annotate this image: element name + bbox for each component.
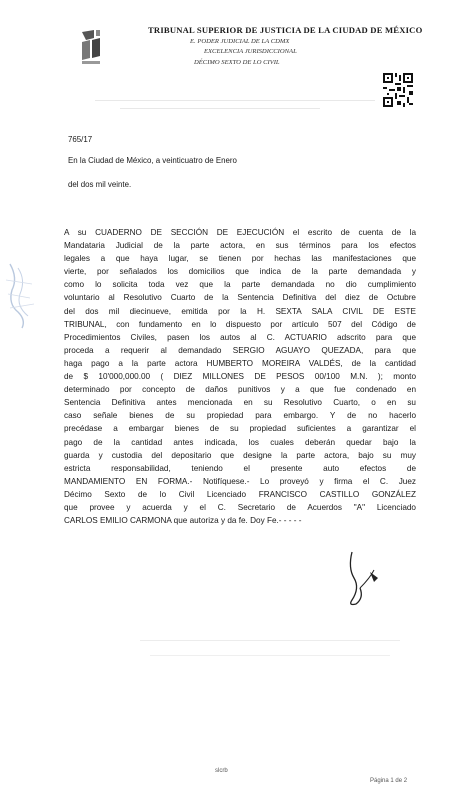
place-date-line-1: En la Ciudad de México, a veinticuatro de Enero [68, 156, 237, 165]
body-line: Décimo Sexto de lo Civil Licenciado FRANCISCO CASTILLO GONZÁLEZ [64, 489, 416, 499]
body-line: guarda y custodia del depositario que designe la parte actora, bajo su muy [64, 450, 416, 460]
body-line: como lo solicita toda vez que la parte demandada no dio cumplimiento [64, 280, 416, 290]
seal-stamp [4, 260, 38, 330]
footer-initials: slcrb [215, 768, 228, 774]
body-line: proceda a requerir al demandado SERGIO AGUAYO QUEZADA, para que [64, 345, 416, 355]
scan-artifact [150, 655, 390, 656]
body-line: caso señale bienes de su propiedad para embargo. Y de no hacerlo [64, 411, 416, 421]
case-number: 765/17 [68, 135, 93, 144]
court-subtitle-3: DÉCIMO SEXTO DE LO CIVIL [194, 59, 280, 66]
body-line: Sentencia Definitiva antes mencionada en su Resolutivo Cuarto, o en su [64, 398, 416, 408]
body-line: determinado por concepto de daños punitivos y a que fue condenado en [64, 385, 416, 395]
scan-artifact [140, 640, 400, 641]
body-line: pago de la cantidad antes indicada, los cuales deberán quedar bajo la [64, 437, 416, 447]
place-date-line-2: del dos mil veinte. [68, 180, 132, 189]
court-subtitle-2: EXCELENCIA JURISDICCIONAL [204, 48, 297, 55]
body-line: A su CUADERNO DE SECCIÓN DE EJECUCIÓN el escrito de cuenta de la [64, 228, 416, 237]
court-subtitle-1: E. PODER JUDICIAL DE LA CDMX [190, 38, 290, 45]
body-line: Mandataria Judicial de la parte actora, en sus términos para los efectos [64, 241, 416, 251]
body-line: Procedimientos Civiles, pasen los autos al C. ACTUARIO adscrito para que [64, 332, 416, 342]
scan-artifact [120, 108, 320, 109]
page-number: Página 1 de 2 [370, 778, 408, 784]
body-line: legales a que haya lugar, se tienen por hechas las manifestaciones que [64, 254, 416, 264]
body-line: CARLOS EMILIO CARMONA que autoriza y da fe. Doy Fe.- - - - - [64, 516, 302, 526]
court-title: TRIBUNAL SUPERIOR DE JUSTICIA DE LA CIUDAD DE MÉXICO [148, 25, 423, 35]
qr-code-icon [383, 73, 413, 107]
body-line: estricta responsabilidad, teniendo el presente auto efectos de [64, 463, 416, 473]
scan-artifact [95, 100, 375, 101]
body-line: del dos mil diecinueve, emitida por la H. SEXTA SALA CIVIL DE ESTE [64, 306, 416, 316]
body-line: vierte, por señalados los domicilios que indica de la parte demandada y [64, 267, 416, 277]
body-line: haga pago a la parte actora HUMBERTO MOREIRA VALDÉS, de la cantidad [64, 358, 416, 368]
body-line: de $ 10'000,000.00 ( DIEZ MILLONES DE PESOS 00/100 M.N. ); monto [64, 372, 416, 382]
body-line: precédase a embargar bienes de su propiedad suficientes a garantizar el [64, 424, 416, 434]
resolution-body [64, 226, 416, 527]
body-line: voluntario al Resolutivo Cuarto de la Sentencia Definitiva del diez de Octubre [64, 293, 416, 303]
body-line: TRIBUNAL, con fundamento en lo dispuesto por artículo 507 del Código de [64, 319, 416, 329]
signature [330, 548, 390, 608]
body-line: que provee y acuerda y el C. Secretario de Acuerdos "A" Licenciado [64, 502, 416, 512]
tribunal-logo [80, 28, 102, 66]
body-line: MANDAMIENTO EN FORMA.- Notifíquese.- Lo proveyó y firma el C. Juez [64, 476, 416, 486]
